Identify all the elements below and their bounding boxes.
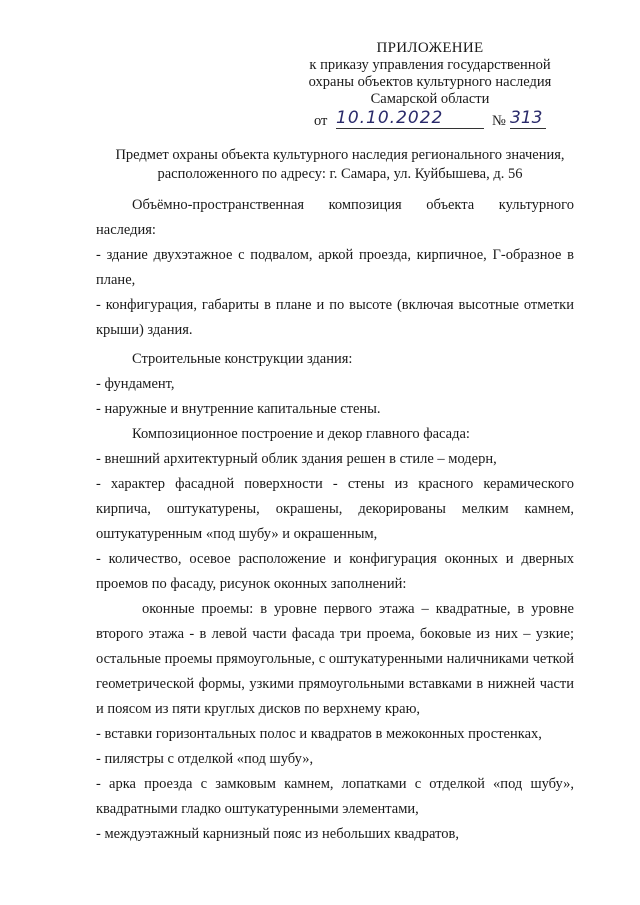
number-label: № (492, 113, 506, 129)
section-heading: Композиционное построение и декор главного фасада: (132, 426, 470, 442)
appendix-title: ПРИЛОЖЕНИЕ (376, 40, 484, 56)
handwritten-date: 10.10.2022 (336, 108, 484, 129)
appendix-line: охраны объектов культурного наследия (308, 74, 552, 90)
list-item: - междуэтажный карнизный пояс из небольших квадратов, (96, 826, 459, 842)
list-item: - фундамент, (96, 376, 175, 392)
appendix-block (300, 40, 560, 108)
order-reference (314, 108, 574, 135)
list-item: - характер фасадной поверхности - стены из красного керамического кирпича, оштукатурены, окрашены, декорированы мелким камнем, оштукатуренным «под шубу» и окрашенным, (96, 476, 574, 542)
list-item: - арка проезда с замковым камнем, лопатками с отделкой «под шубу», квадратными гладко оштукатуренными элементами, (96, 776, 574, 817)
from-label: от (314, 113, 328, 129)
subject-line: Предмет охраны объекта культурного наследия регионального значения, (115, 147, 565, 163)
list-item: - вставки горизонтальных полос и квадратов в межоконных простенках, (96, 726, 542, 742)
list-item: - количество, осевое расположение и конфигурация оконных и дверных проемов по фасаду, рисунок оконных заполнений: (96, 551, 574, 592)
list-item: - наружные и внутренние капитальные стены. (96, 401, 381, 417)
subject-line: расположенного по адресу: г. Самара, ул. Куйбышева, д. 56 (157, 166, 523, 182)
list-item: - конфигурация, габариты в плане и по высоте (включая высотные отметки крыши) здания. (96, 297, 574, 338)
document-subject (60, 146, 620, 184)
appendix-line: Самарской области (370, 91, 490, 107)
list-item: оконные проемы: в уровне первого этажа – квадратные, в уровне второго этажа - в левой части фасада три проема, боковые из них – узкие; остальные проемы прямоугольные, с оштукатуренными наличниками четкой геометрической формы, узкими прямоугольными вставками в нижней части и поясом из пяти круглых дисков по верхнему краю, (96, 601, 574, 717)
document-body (96, 193, 574, 847)
list-item: - пилястры с отделкой «под шубу», (96, 751, 314, 767)
list-item: - внешний архитектурный облик здания решен в стиле – модерн, (96, 451, 497, 467)
handwritten-number: 313 (510, 108, 546, 129)
section-heading: Объёмно-пространственная композиция объекта культурного наследия: (96, 197, 574, 238)
appendix-line: к приказу управления государственной (309, 57, 551, 73)
section-heading: Строительные конструкции здания: (132, 351, 353, 367)
list-item: - здание двухэтажное с подвалом, аркой проезда, кирпичное, Г-образное в плане, (96, 247, 574, 288)
